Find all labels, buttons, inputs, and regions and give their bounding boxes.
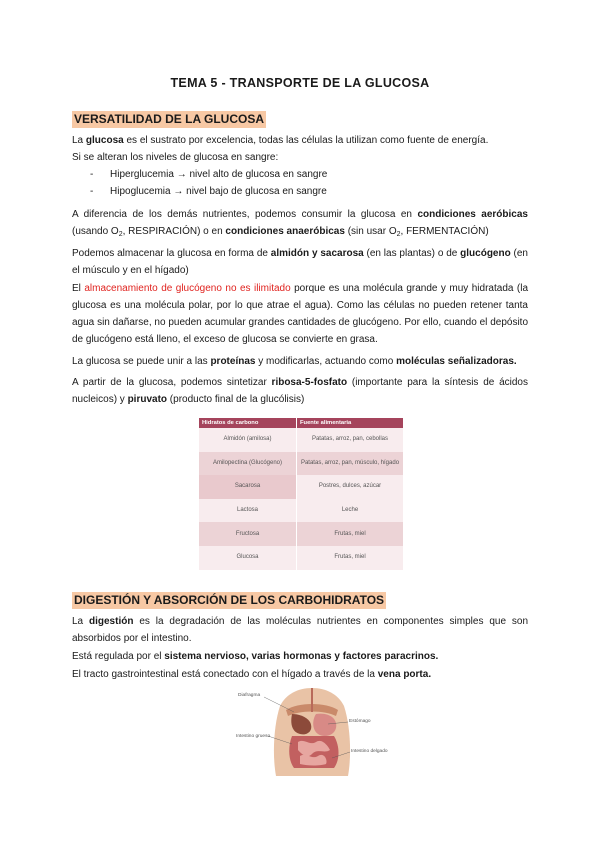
figure-label-diafragma: Diafragma [238,693,261,698]
table-cell: Sacarosa [199,475,297,499]
table-cell: Glucosa [199,546,297,570]
table-header-cell: Fuente alimentaria [300,420,352,426]
table-cell: Amilopectina (Glucógeno) [199,452,297,476]
table-row [199,499,403,523]
paragraph-sintesis: A partir de la glucosa, podemos sintetizar ribosa-5-fosfato (importante para la síntesis de ácidos nucleicos) y piruvato (producto final de la glucólisis) [72,377,528,405]
table-cell: Leche [341,507,359,514]
paragraph-niveles: Si se alteran los niveles de glucosa en sangre: [72,152,279,163]
table-header-cell: Hidratos de carbono [199,418,297,428]
list-item-hipoglucemia: - Hipoglucemia → nivel bajo de glucosa en sangre [90,186,327,197]
figure-label-intestino-delgado: Intestino delgado [351,749,388,754]
paragraph-digestion: La digestión es la degradación de las moléculas nutrientes en componentes simples que son absorbidos por el intestino. [72,616,529,644]
table-cell: Lactosa [199,499,297,523]
paragraph-almacenar: Podemos almacenar la glucosa en forma de almidón y sacarosa (en las plantas) o de glucógeno (en el músculo y en el hígado) [72,248,528,276]
table-header [199,418,403,428]
paragraph-glucogeno: El almacenamiento de glucógeno no es ilimitado porque es una molécula grande y muy hidratada (la glucosa es una molécula polar, por lo que atrae el agua). Como las células no pueden retener tanta agua sin dañarse, no pueden acumular grandes cantidades de glucógeno. Por ello, cuando el depósito de glucógeno está lleno, el exceso de glucosa se convierte en grasa. [72,283,529,345]
figure-label-estomago: Estómago [349,719,371,724]
paragraph-proteinas: La glucosa se puede unir a las proteínas y modificarlas, actuando como moléculas señalizadoras. [72,356,517,367]
table-cell: Patatas, arroz, pan, cebollas [311,436,389,443]
paragraph-condiciones: A diferencia de los demás nutrientes, podemos consumir la glucosa en condiciones aeróbicas (usando $O_2$, RESPIRACIÓN) o en condiciones anaeróbicas (sin usar $O_2$, FERMENTACIÓN) [72,209,528,238]
table-cell: Frutas, miel [334,530,366,537]
section-heading-digestion: DIGESTIÓN Y ABSORCIÓN DE LOS CARBOHIDRATOS [74,593,385,607]
paragraph-glucosa-intro: La glucosa es el sustrato por excelencia, todas las células la utilizan como fuente de energía. [72,135,489,146]
page-title: TEMA 5 - TRANSPORTE DE LA GLUCOSA [170,76,430,90]
table-cell: Postres, dulces, azúcar [297,475,403,499]
figure-label-intestino-grueso: Intestino grueso [236,734,271,739]
paragraph-vena-porta: El tracto gastrointestinal está conectado con el hígado a través de la vena porta. [72,669,432,680]
table-row [199,522,403,546]
table-row [199,475,403,499]
paragraph-regulacion: Está regulada por el sistema nervioso, varias hormonas y factores paracrinos. [72,651,439,662]
table-cell: Patatas, arroz, pan, músculo, hígado [300,459,400,466]
table-cell: Frutas, miel [334,554,366,561]
table-row [199,452,403,476]
table-cell: Almidón (amilosa) [199,428,297,452]
list-item-hiperglucemia: - Hiperglucemia → nivel alto de glucosa en sangre [90,169,328,180]
table-row [199,428,403,452]
carbohydrate-table [199,418,403,570]
digestive-system-figure [228,684,398,776]
section-heading-versatilidad: VERSATILIDAD DE LA GLUCOSA [74,112,265,126]
table-cell: Fructosa [199,522,297,546]
table-row [199,546,403,570]
